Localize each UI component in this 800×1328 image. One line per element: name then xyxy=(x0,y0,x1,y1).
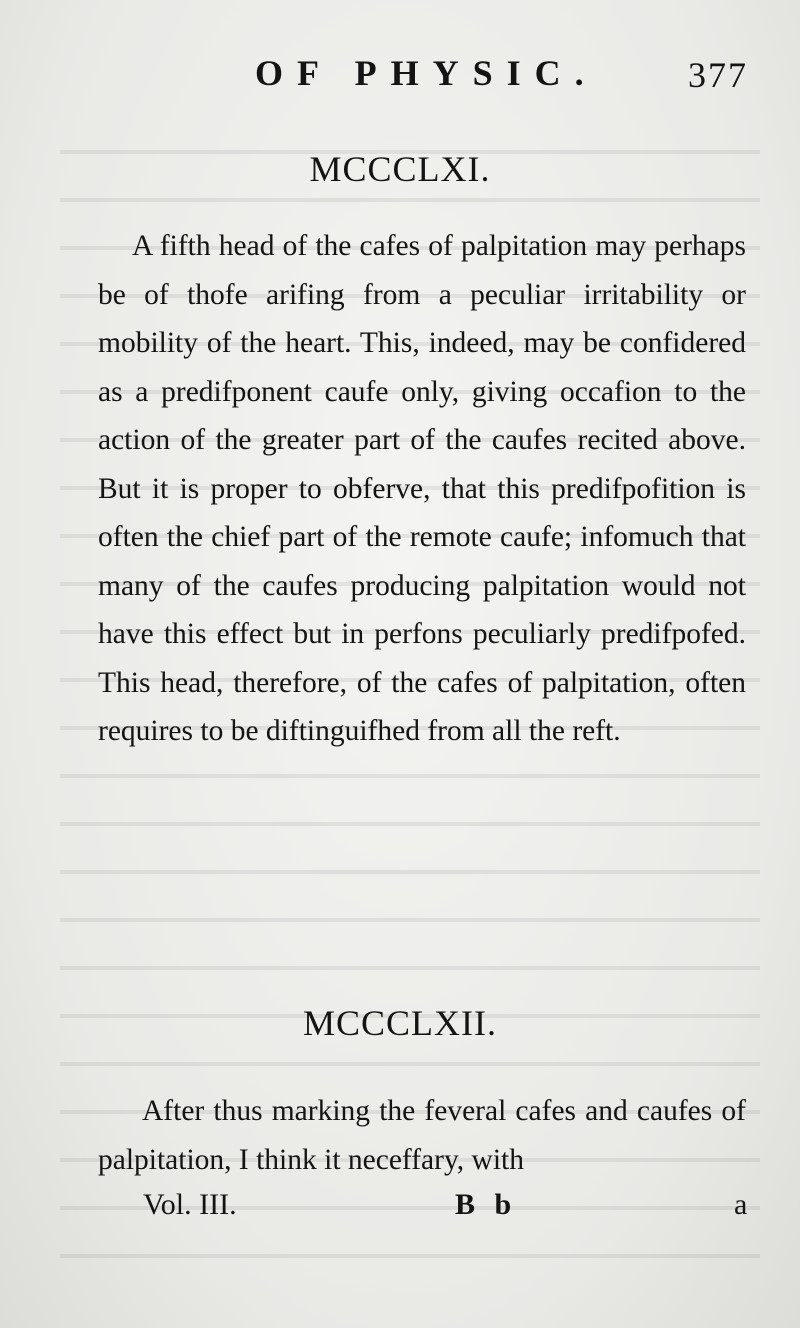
page-footer xyxy=(0,1188,800,1228)
section-number: MCCCLXII. xyxy=(302,1003,497,1043)
catchword: a xyxy=(734,1188,748,1221)
page-number: 377 xyxy=(688,55,748,95)
volume-label: Vol. III. xyxy=(143,1188,237,1221)
signature-mark: B b xyxy=(455,1188,518,1221)
page-header xyxy=(0,52,800,102)
running-title: OF PHYSIC. xyxy=(255,53,598,93)
section-number: MCCCLXI. xyxy=(309,149,491,189)
paragraph: After thus marking the feveral cafes and caufes of palpitation, I think it neceffary, with xyxy=(98,1095,746,1176)
paragraph: A fifth head of the cafes of palpitation may perhaps be of thofe arifing from a peculiar irritability or mobility of the heart. This, indeed, may be confidered as a predifponent caufe only, giving occafion to the action of the greater part of the caufes recited above. But it is proper to obferve, that this predifpofition is often the chief part of the remote caufe; infomuch that many of the caufes producing palpitation would not have this effect but in perfons peculiarly predifpofed. This head, therefore, of the cafes of palpitation, often requires to be diftinguifhed from all the reft. xyxy=(98,230,746,747)
